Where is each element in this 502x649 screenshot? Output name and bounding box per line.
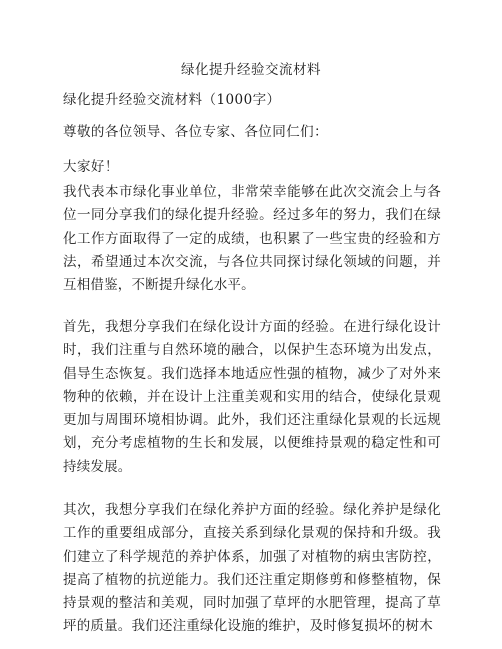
paragraph-maintenance: 其次，我想分享我们在绿化养护方面的经验。绿化养护是绿化工作的重要组成部分，直接关系到绿化景观的保持和升级。我们建立了科学规范的养护体系，加强了对植物的病虫害防控，提高了植物的抗逆能力。我们还注重定期修剪和修整植物，保持景观的整洁和美观，同时加强了草坪的水肥管理，提高了草坪的质量。我们还注重绿化设施的维护，及时修复损坏的树木	[63, 502, 441, 635]
paragraph-design: 首先，我想分享我们在绿化设计方面的经验。在进行绿化设计时，我们注重与自然环境的融合，以保护生态环境为出发点，倡导生态恢复。我们选择本地适应性强的植物，减少了对外来物种的依赖，并在设计上注重美观和实用的结合，使绿化景观更加与周围环境相协调。此外，我们还注重绿化景观的长远规划，充分考虑植物的生长和发展，以便维持景观的稳定性和可持续发展。	[63, 319, 441, 475]
document-title: 绿化提升经验交流材料	[181, 62, 321, 78]
greeting: 大家好！	[63, 159, 119, 175]
paragraph-intro: 我代表本市绿化事业单位，非常荣幸能够在此次交流会上与各位一同分享我们的绿化提升经验。经过多年的努力，我们在绿化工作方面取得了一定的成绩，也积累了一些宝贵的经验和方法，希望通过本次交流，与各位共同探讨绿化领域的问题，并互相借鉴，不断提升绿化水平。	[63, 184, 441, 294]
document-subtitle: 绿化提升经验交流材料（1000字）	[63, 92, 281, 108]
salutation: 尊敬的各位领导、各位专家、各位同仁们：	[63, 124, 329, 140]
